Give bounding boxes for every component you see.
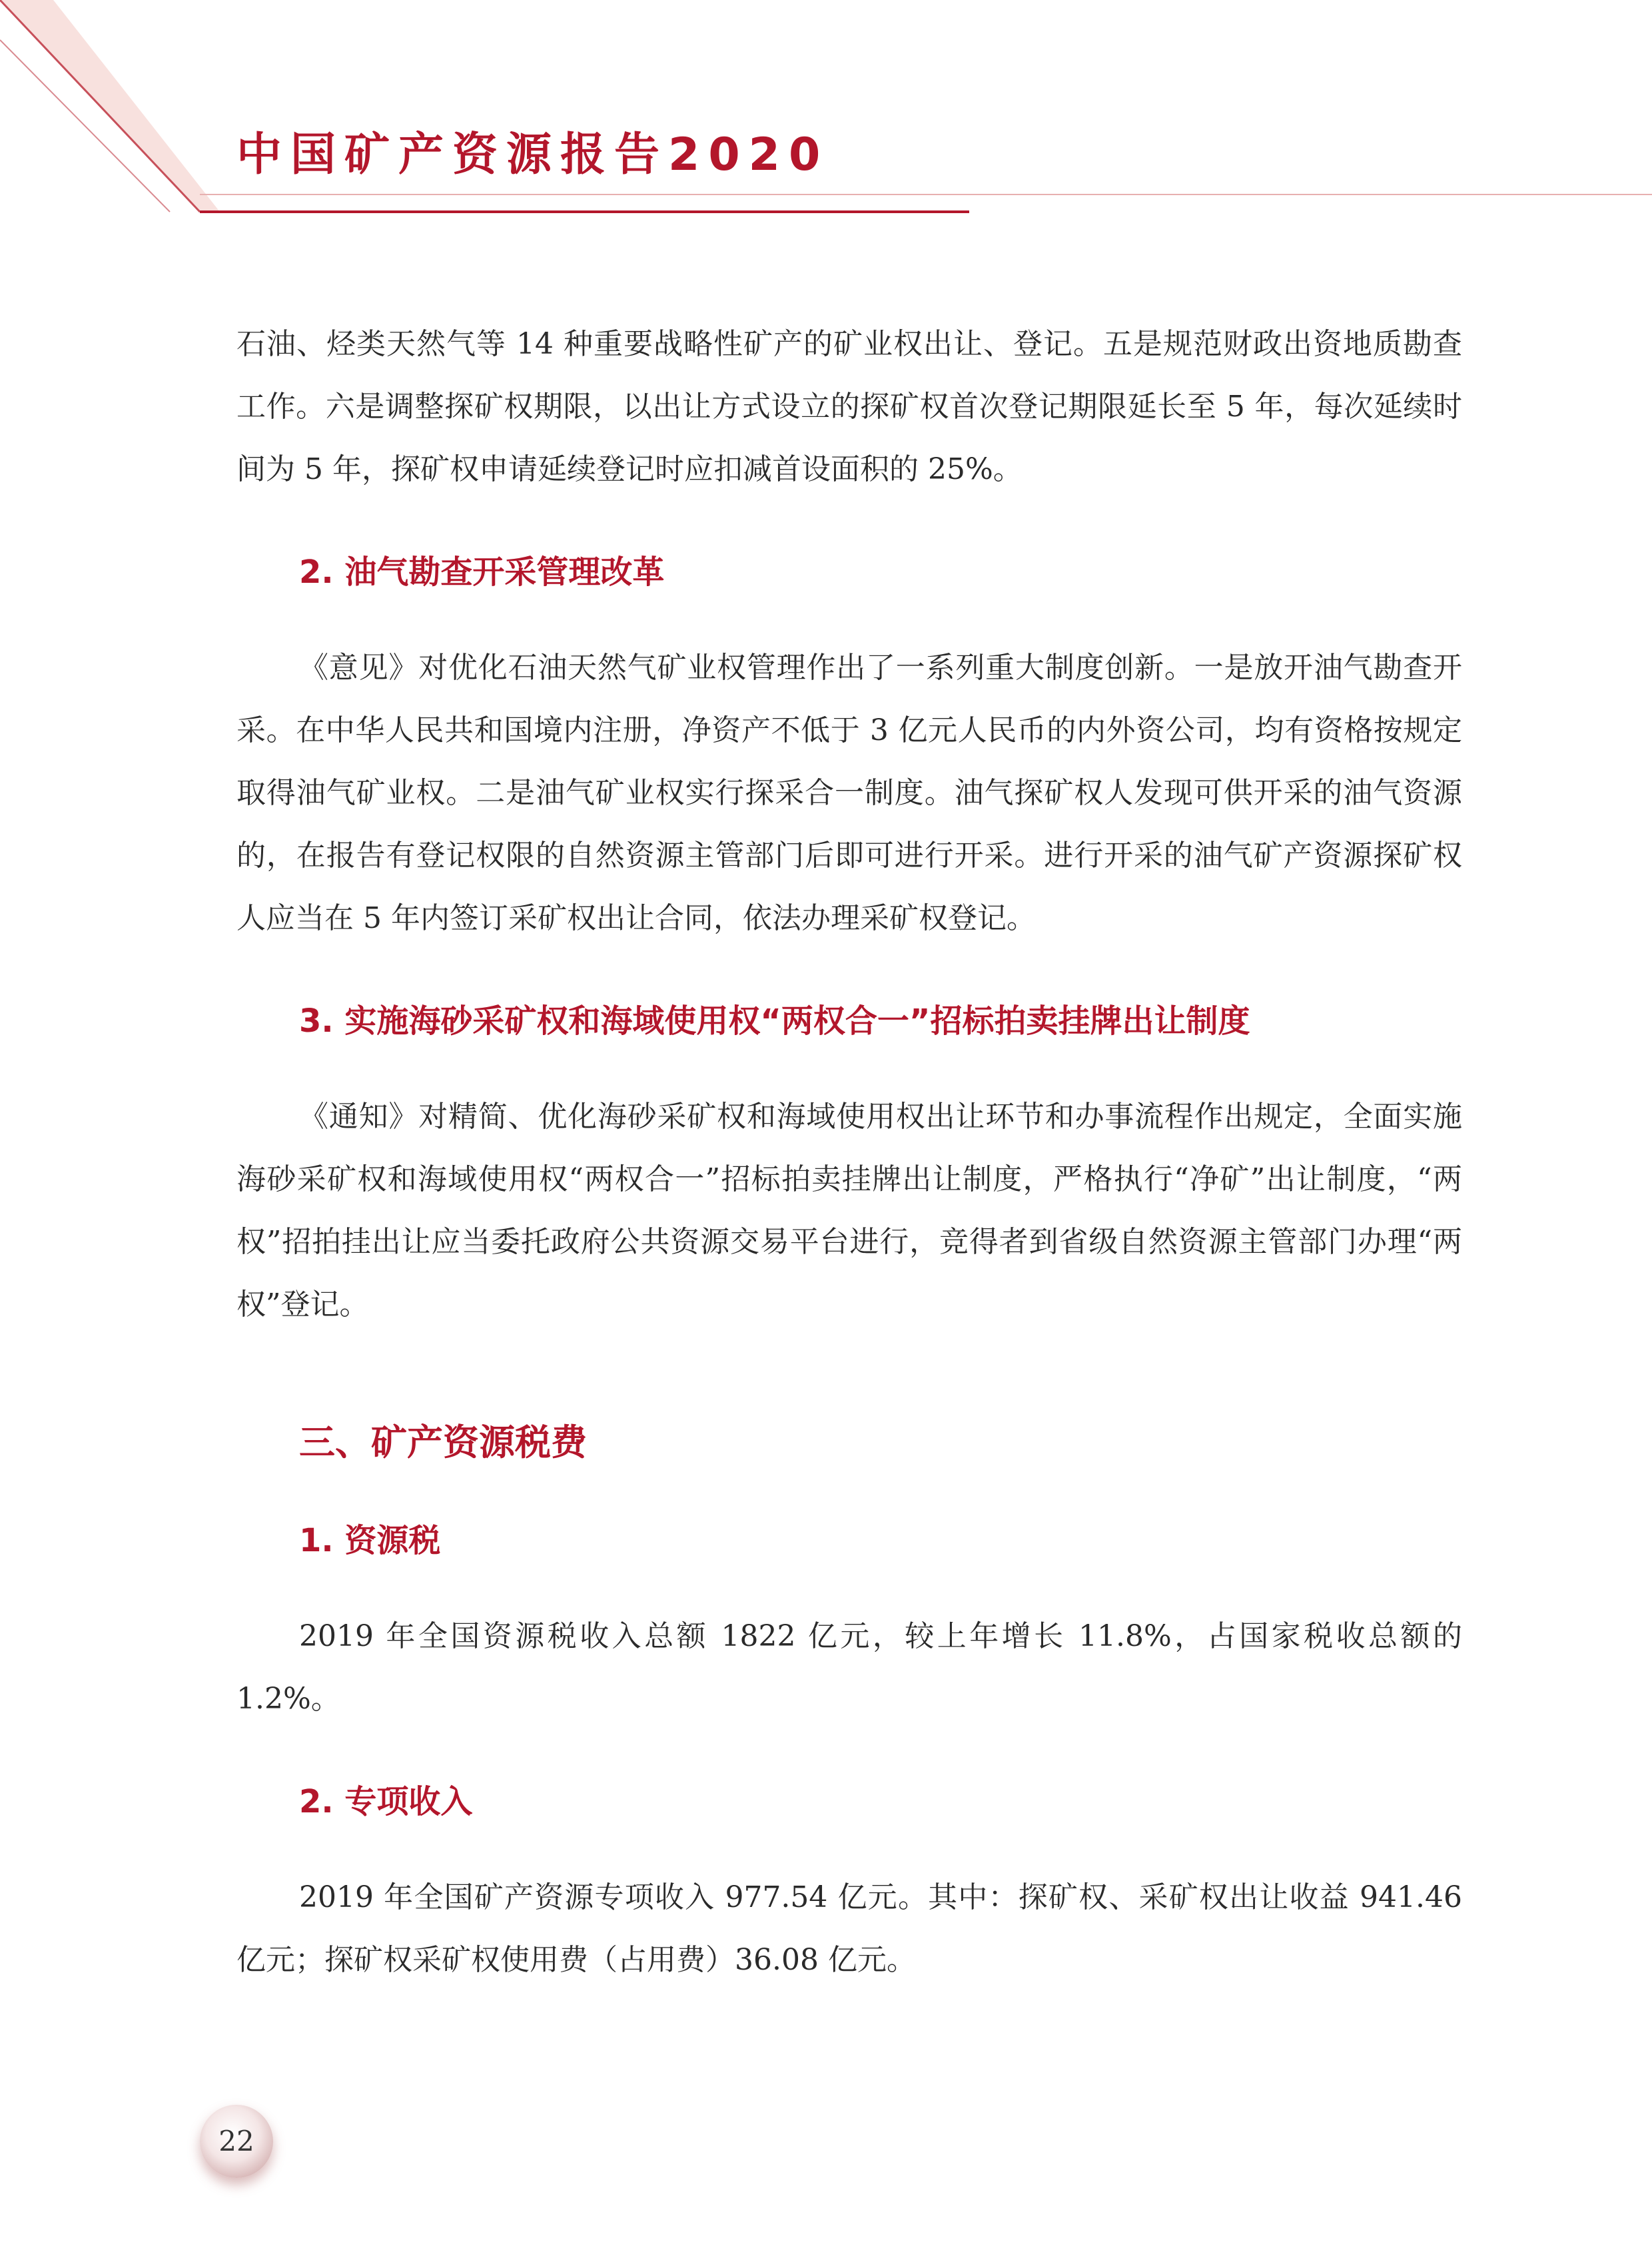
spacer	[236, 950, 1462, 990]
body-paragraph: 石油、烃类天然气等 14 种重要战略性矿产的矿业权出让、登记。五是规范财政出资地质勘查工作。六是调整探矿权期限，以出让方式设立的探矿权首次登记期限延长至 5 年，每次延续时间为 5 年，探矿权申请延续登记时应扣减首设面积的 25%。	[236, 327, 1462, 486]
body-paragraph: 2019 年全国资源税收入总额 1822 亿元，较上年增长 11.8%，占国家税收总额的 1.2%。	[236, 1619, 1462, 1716]
corner-stroke-outer	[0, 0, 200, 212]
corner-band	[0, 0, 220, 212]
page-content	[236, 313, 1462, 1992]
spacer	[236, 1730, 1462, 1770]
subsection-heading: 1. 资源税	[299, 1522, 441, 1559]
spacer	[236, 1052, 1462, 1086]
spacer	[236, 603, 1462, 637]
section-heading: 三、矿产资源税费	[299, 1421, 587, 1463]
subsection-heading: 2. 专项收入	[299, 1783, 473, 1820]
spacer	[236, 501, 1462, 541]
subsection-heading: 3. 实施海砂采矿权和海域使用权“两权合一”招标拍卖挂牌出让制度	[299, 1002, 1250, 1040]
body-paragraph: 《意见》对优化石油天然气矿业权管理作出了一系列重大制度创新。一是放开油气勘查开采。在中华人民共和国境内注册，净资产不低于 3 亿元人民币的内外资公司，均有资格按规定取得油气矿业权。二是油气矿业权实行探采合一制度。油气探矿权人发现可供开采的油气资源的，在报告有登记权限的自然资源主管部门后即可进行开采。进行开采的油气矿产资源探矿权人应当在 5 年内签订采矿权出让合同，依法办理采矿权登记。	[236, 651, 1462, 935]
spacer	[236, 1476, 1462, 1509]
body-paragraph: 2019 年全国矿产资源专项收入 977.54 亿元。其中：探矿权、采矿权出让收益 941.46 亿元；探矿权采矿权使用费（占用费）36.08 亿元。	[236, 1880, 1462, 1977]
running-header-title: 中国矿产资源报告2020	[236, 129, 829, 181]
page-number: 22	[218, 2125, 254, 2157]
spacer	[236, 1336, 1462, 1409]
body-paragraph: 《通知》对精简、优化海砂采矿权和海域使用权出让环节和办事流程作出规定，全面实施海砂采矿权和海域使用权“两权合一”招标拍卖挂牌出让制度，严格执行“净矿”出让制度，“两权”招拍挂出让应当委托政府公共资源交易平台进行，竞得者到省级自然资源主管部门办理“两权”登记。	[236, 1100, 1462, 1321]
subsection-heading: 2. 油气勘查开采管理改革	[299, 554, 665, 591]
spacer	[236, 1572, 1462, 1605]
page-number-badge	[200, 2105, 273, 2178]
spacer	[236, 1833, 1462, 1866]
